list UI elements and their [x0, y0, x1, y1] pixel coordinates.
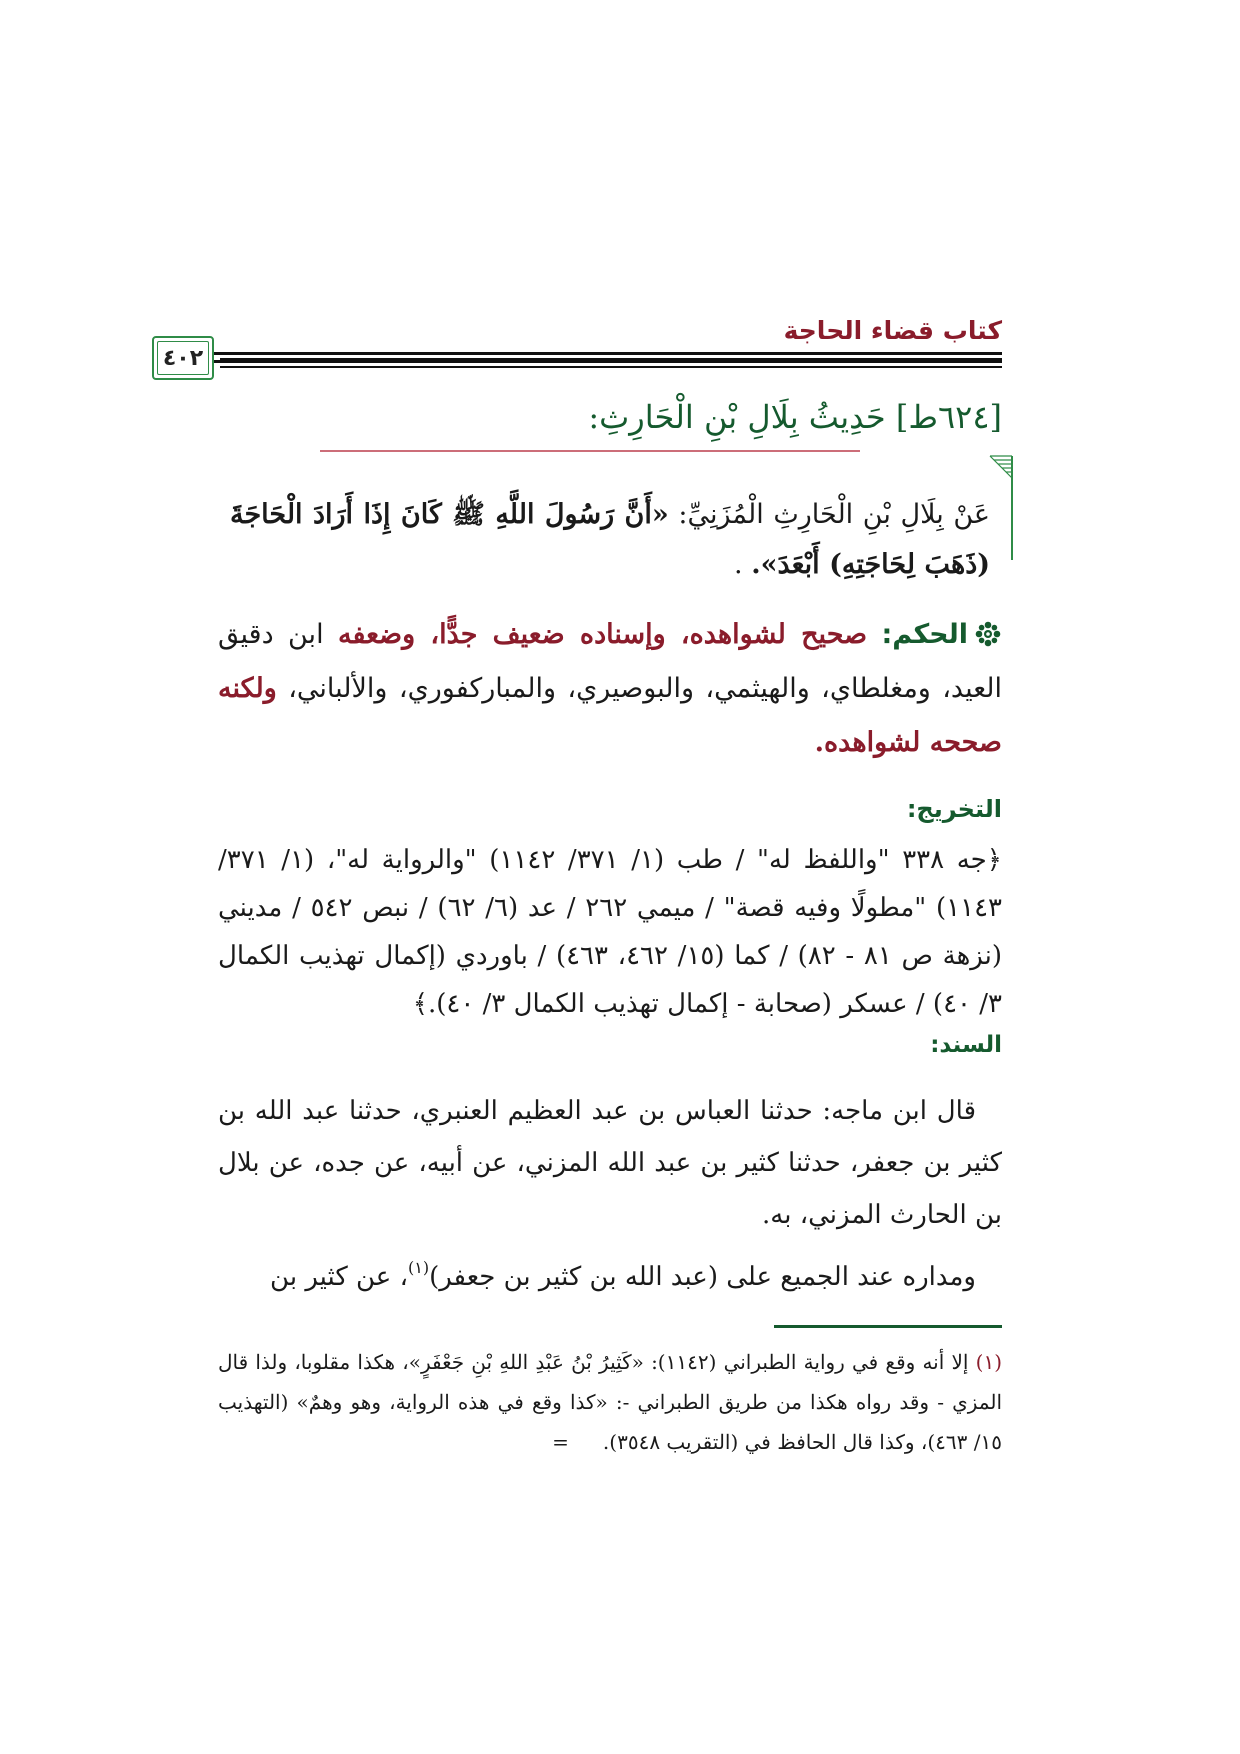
madar-text-end: ، عن كثير بن	[270, 1262, 408, 1292]
hadith-text	[230, 490, 990, 590]
hadith-narrator: عَنْ بِلَالِ بْنِ الْحَارِثِ الْمُزَنِيِّ:	[678, 499, 990, 530]
page-number: ٤٠٢	[162, 345, 204, 371]
footnote-reference[interactable]: (١)	[407, 1258, 430, 1277]
hadith-title: [٦٢٤ط] حَدِيثُ بِلَالِ بْنِ الْحَارِثِ:	[588, 398, 1002, 436]
footnote-number: (١)	[975, 1350, 1003, 1374]
footnote-continuation-mark: =	[552, 1430, 569, 1454]
sanad-text: قال ابن ماجه: حدثنا العباس بن عبد العظيم العنبري، حدثنا عبد الله بن كثير بن جعفر، حدثنا كثير بن عبد الله المزني، عن أبيه، عن جده، عن بلال بن الحارث المزني، به.	[218, 1096, 1002, 1230]
ruling-weakeners: ابن دقيق العيد، ومغلطاي، والهيثمي، والبوصيري، والمباركفوري، والألباني،	[218, 619, 1002, 704]
ruling-label: الحكم:	[881, 619, 969, 650]
takhrij-heading: التخريج:	[906, 795, 1002, 823]
madar-text-start: ومداره عند الجميع على (عبد الله بن كثير بن جعفر)	[429, 1262, 976, 1292]
footnote-divider	[774, 1325, 1002, 1328]
corner-ornament-icon	[0, 0, 1240, 560]
ruling-paragraph	[218, 608, 1002, 770]
footnote-text: إلا أنه وقع في رواية الطبراني (١١٤٢): «كَثِيرُ بْنُ عَبْدِ اللهِ بْنِ جَعْفَرٍ»، هكذا مقلوبا، ولذا قال المزي - وقد رواه هكذا من طريق الطبراني -: «كذا وقع في هذه الرواية، وهو وهمٌ» (التهذيب ١٥/ ٤٦٣)، وكذا قال الحافظ في (التقريب ٣٥٤٨).	[218, 1350, 1002, 1454]
footnote	[218, 1342, 1002, 1462]
running-title: كتاب قضاء الحاجة	[783, 316, 1002, 345]
sanad-heading: السند:	[930, 1032, 1002, 1058]
takhrij-text: ﴿جه ٣٣٨ "واللفظ له" / طب (١/ ٣٧١/ ١١٤٢) "والرواية له"، (١/ ٣٧١/ ١١٤٣) "مطولًا وفيه قصة" / ميمي ٢٦٢ / عد (٦/ ٦٢) / نبص ٥٤٢ / مديني (نزهة ص ٨١ - ٨٢) / كما (١٥/ ٤٦٢، ٤٦٣) / باوردي (إكمال تهذيب الكمال ٣/ ٤٠) / عسكر (صحابة - إكمال تهذيب الكمال ٣/ ٤٠).﴾	[218, 845, 1003, 1019]
hadith-quote: «أَنَّ رَسُولَ اللَّهِ ﷺ كَانَ إِذَا أَرَادَ الْحَاجَةَ (ذَهَبَ لِحَاجَتِهِ) أَبْعَدَ».	[230, 499, 990, 580]
madar-paragraph	[218, 1242, 1002, 1303]
ruling-grade: صحيح لشواهده، وإسناده ضعيف جدًّا، وضعفه	[338, 619, 868, 650]
ruling-conclusion: ولكنه صححه لشواهده.	[218, 673, 1002, 758]
flower-ornament-icon	[974, 620, 1002, 648]
hadith-end-mark: .	[734, 549, 752, 580]
